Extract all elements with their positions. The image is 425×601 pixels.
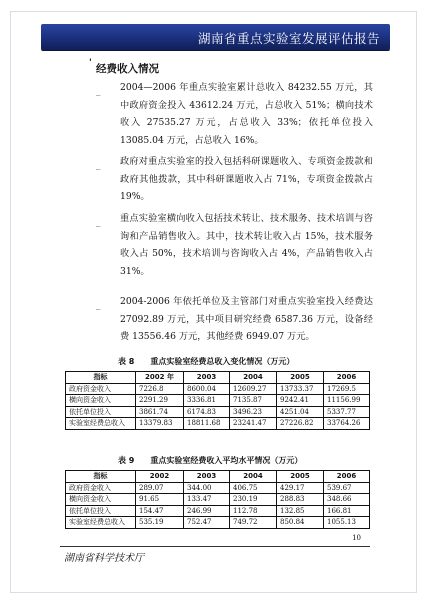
table9-title: 重点实验室经费收入平均水平情况（万元） [150,456,303,465]
table-cell: 132.85 [277,505,324,517]
table-cell: 348.66 [324,494,370,506]
table-cell: 154.47 [136,505,184,517]
footer-divider [60,546,370,547]
table-cell: 政府资金收入 [66,383,136,395]
table-cell: 133.47 [184,494,230,506]
table-row [66,383,370,395]
table-cell: 13379.83 [136,418,184,430]
header-cell: 2004 [230,372,277,384]
table-cell: 749.72 [230,517,277,529]
table-cell: 166.81 [324,505,370,517]
table-cell: 依托单位投入 [66,505,136,517]
report-title: 湖南省重点实验室发展评估报告 [197,31,380,46]
table-cell: 政府资金收入 [66,482,136,494]
table-row [66,418,370,430]
table-cell: 12609.27 [230,383,277,395]
table-cell: 429.17 [277,482,324,494]
table-cell: 27226.82 [277,418,324,430]
table-cell: 91.65 [136,494,184,506]
table-cell: 3496.23 [230,406,277,418]
table-cell: 112.78 [230,505,277,517]
table9 [65,470,370,529]
table9-number: 表 9 [118,456,135,465]
table-cell: 横向资金收入 [66,494,136,506]
header-cell: 指标 [66,372,136,384]
table-cell: 2291.29 [136,395,184,407]
table8-title: 重点实验室经费总收入变化情况（万元） [150,357,295,366]
header-cell: 2003 [184,372,230,384]
page-number: 10 [352,534,361,542]
bullet-icon: _ [96,160,101,170]
table-row [66,406,370,418]
table-cell: 实验室经费总收入 [66,517,136,529]
table-cell: 18811.68 [184,418,230,430]
table-cell: 横向资金收入 [66,395,136,407]
table-cell: 850.84 [277,517,324,529]
table-cell: 1055.13 [324,517,370,529]
table-cell: 4251.04 [277,406,324,418]
table-cell: 6174.83 [184,406,230,418]
table-header-row [66,372,370,384]
footer-publisher: 湖南省科学技术厅 [64,553,144,564]
heading-mark: ' [89,58,92,68]
paragraph-3: 重点实验室横向收入包括技术转让、技术服务、技术培训与咨询和产品销售收入。其中，技术转让收入占 15%，技术服务收入占 50%，技术培训与咨询收入占 4%，产品销售收入占 31%。 [120,213,373,277]
table-row [66,482,370,494]
table-row [66,395,370,407]
table8-caption [118,356,294,367]
section-heading-text: 经费收入情况 [96,63,159,75]
table-cell: 33764.26 [324,418,370,430]
table-cell: 8600.04 [184,383,230,395]
paragraph-1: 2004—2006 年重点实验室累计总收入 84232.55 万元，其中政府资金投入 43612.24 万元，占总收入 51%；横向技术收入 27535.27 万元，占总收入 33%；依托单位投入 13085.04 万元，占总收入 16%。 [120,82,373,146]
table-cell: 289.07 [136,482,184,494]
table-row [66,505,370,517]
bullet-icon: _ [96,86,101,96]
section-heading [89,58,159,76]
table-row [66,517,370,529]
header-cell: 2006 [324,372,370,384]
table8 [65,371,370,430]
table9-caption [118,455,302,466]
header-bar [41,24,390,50]
table-cell: 7226.8 [136,383,184,395]
header-cell: 2004 [230,471,277,483]
header-cell: 2002 [136,471,184,483]
header-cell: 2006 [324,471,370,483]
table-row [66,494,370,506]
table-cell: 344.00 [184,482,230,494]
bullet-icon: _ [96,217,101,227]
table-cell: 11156.99 [324,395,370,407]
table-cell: 539.67 [324,482,370,494]
table-cell: 752.47 [184,517,230,529]
paragraph-2: 政府对重点实验室的投入包括科研课题收入、专项资金拨款和政府其他拨款，其中科研课题收入占 71%，专项资金拨款占 19%。 [120,156,373,202]
bullet-icon: _ [96,300,101,310]
table-cell: 246.99 [184,505,230,517]
table-cell: 17269.5 [324,383,370,395]
table-cell: 7135.87 [230,395,277,407]
table-cell: 9242.41 [277,395,324,407]
table-cell: 230.19 [230,494,277,506]
table-cell: 288.83 [277,494,324,506]
table-cell: 5337.77 [324,406,370,418]
header-cell: 2003 [184,471,230,483]
table-cell: 535.19 [136,517,184,529]
table-cell: 13733.37 [277,383,324,395]
header-cell: 2005 [277,372,324,384]
table-cell: 406.75 [230,482,277,494]
table-header-row [66,471,370,483]
header-cell: 指标 [66,471,136,483]
table-cell: 23241.47 [230,418,277,430]
table-cell: 3336.81 [184,395,230,407]
header-cell: 2005 [277,471,324,483]
table8-number: 表 8 [118,357,135,366]
table-cell: 实验室经费总收入 [66,418,136,430]
header-cell: 2002 年 [136,372,184,384]
paragraph-4: 2004-2006 年依托单位及主管部门对重点实验室投入经费达 27092.89 万元，其中项目研究经费 6587.36 万元，设备经费 13556.46 万元，其他经费 6949.07 万元。 [120,296,373,342]
table-cell: 依托单位投入 [66,406,136,418]
table-cell: 3861.74 [136,406,184,418]
